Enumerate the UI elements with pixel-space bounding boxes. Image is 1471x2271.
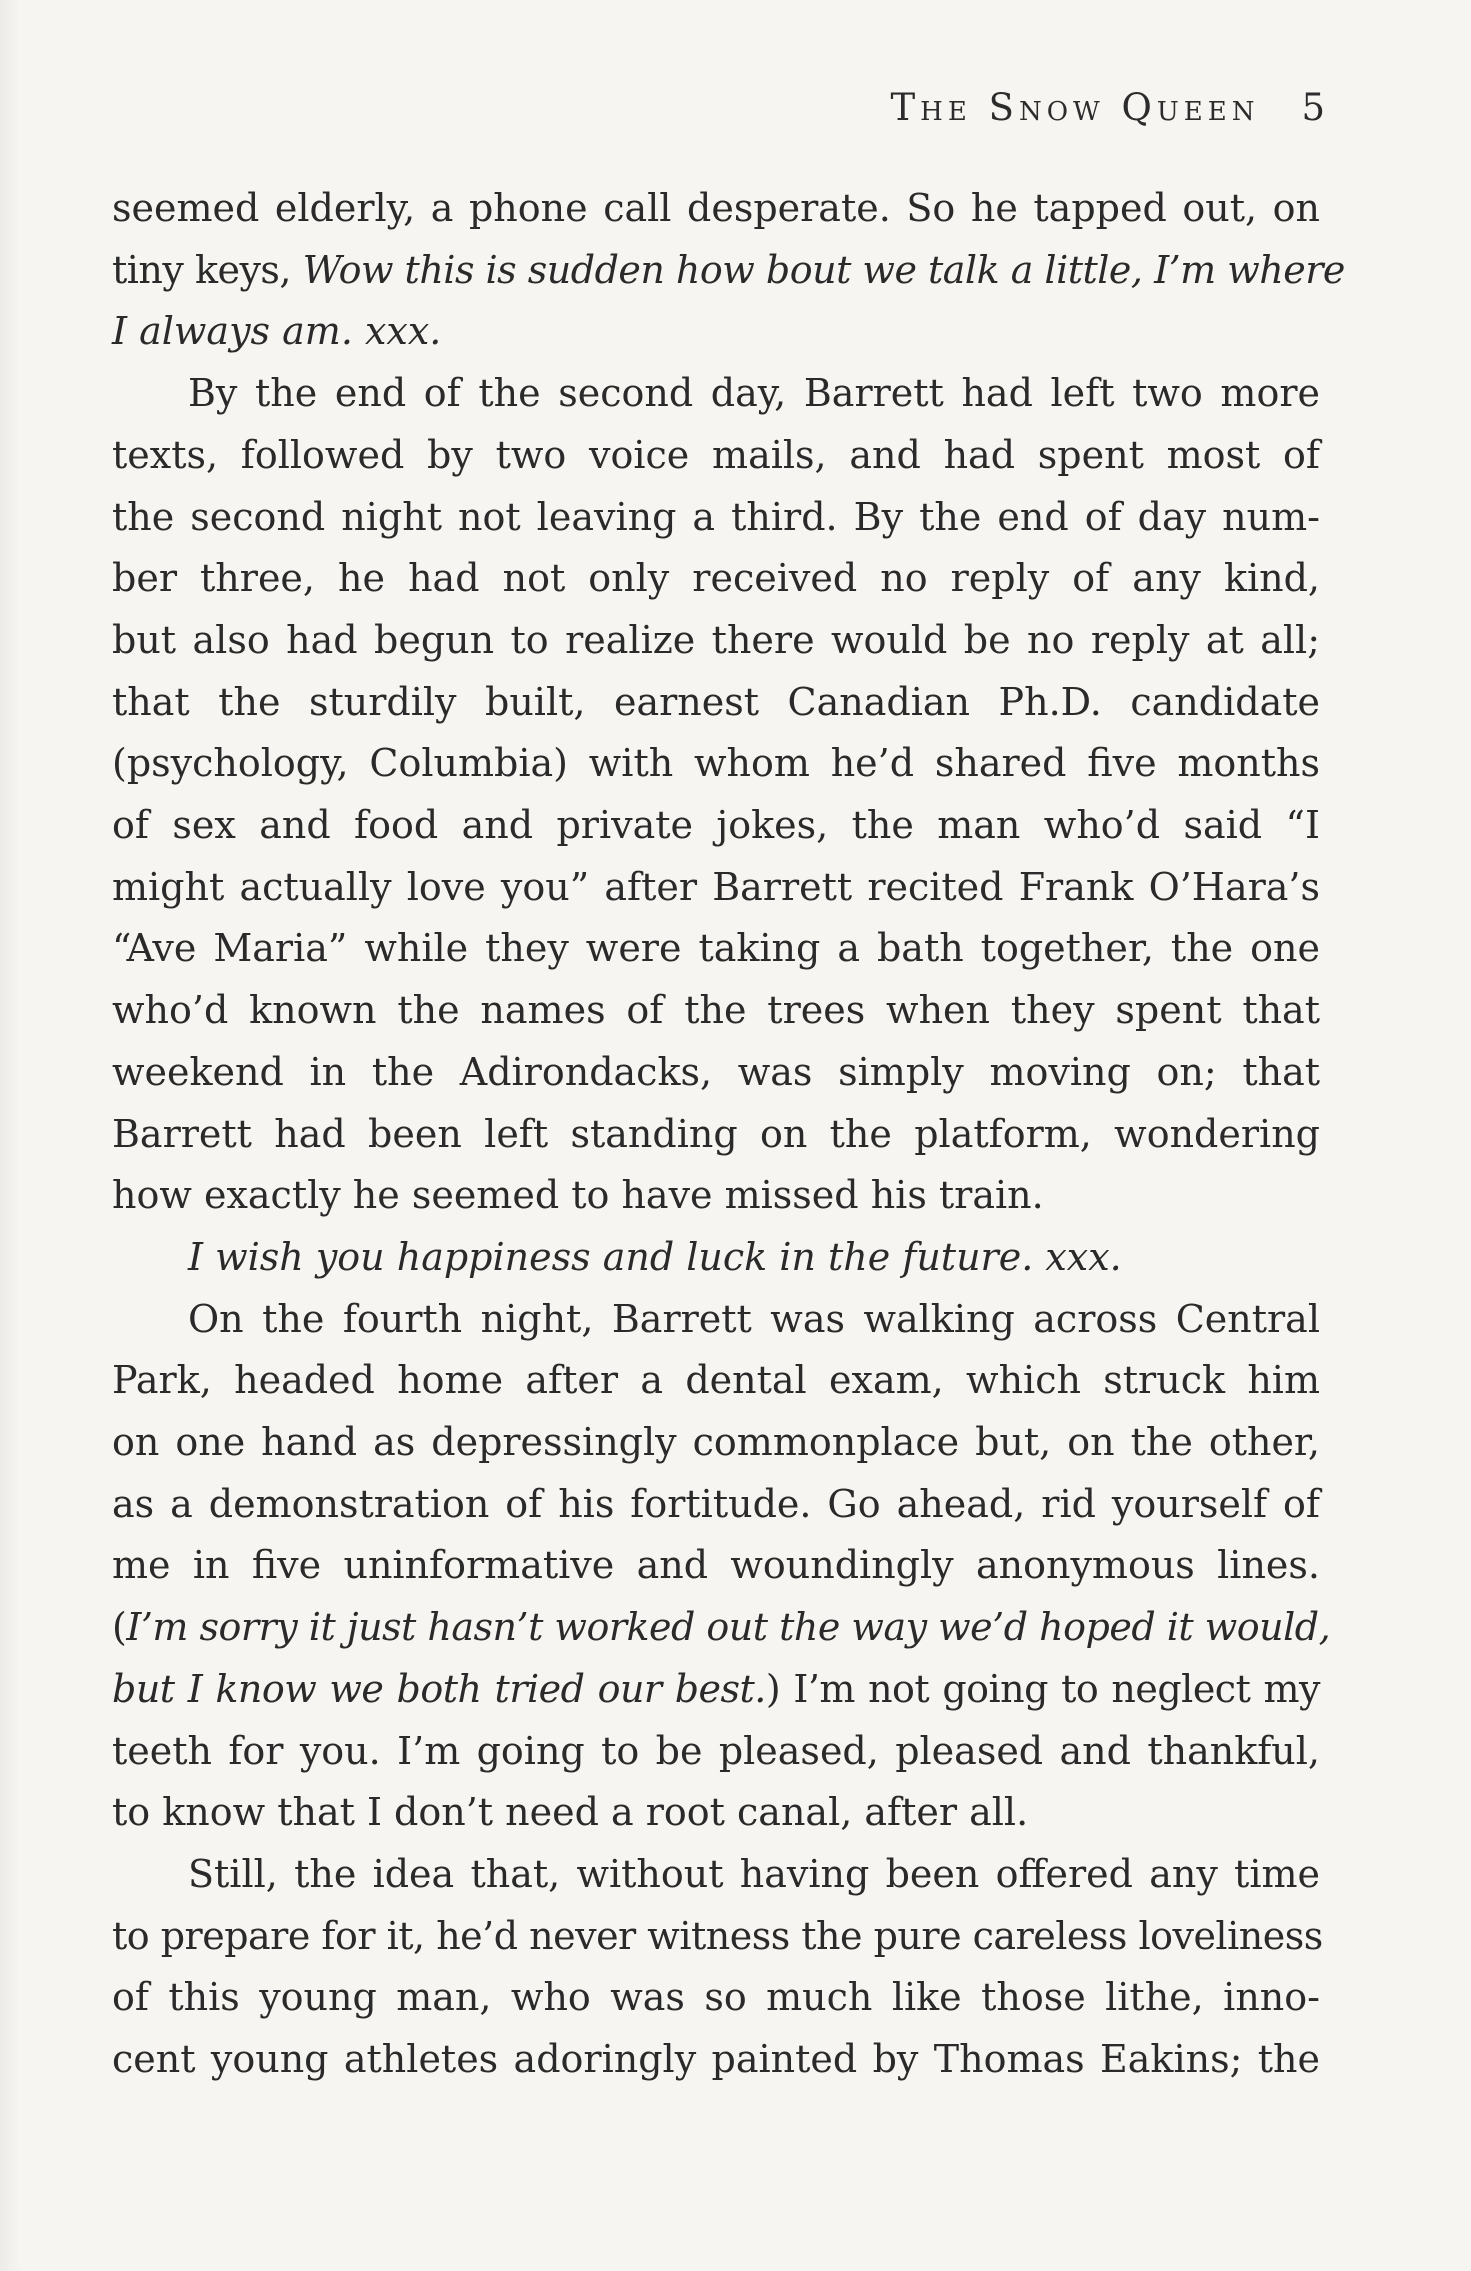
text-line: who’d known the names of the trees when they spent that [112,988,1320,1033]
text-line: the second night not leaving a third. By the end of day num- [112,494,1320,539]
text-line: (I’m sorry it just hasn’t worked out the way we’d hoped it would, [112,1605,1331,1650]
text-line: of sex and food and private jokes, the man who’d said “I [112,803,1320,848]
running-title: The Snow Queen [890,86,1260,129]
running-header [891,86,1326,129]
text-line: how exactly he seemed to have missed his train. [112,1173,1044,1218]
text-line: ber three, he had not only received no reply of any kind, [112,556,1320,601]
page-number: 5 [1301,86,1325,129]
text-line: but I know we both tried our best.) I’m not going to neglect my [112,1666,1320,1711]
text-line: texts, followed by two voice mails, and had spent most of [112,432,1320,477]
text-line: that the sturdily built, earnest Canadian Ph.D. candidate [112,679,1320,724]
text-line: me in five uninformative and woundingly anonymous lines. [112,1543,1320,1588]
text-line: weekend in the Adirondacks, was simply moving on; that [112,1049,1320,1094]
text-line: Park, headed home after a dental exam, which struck him [112,1358,1320,1403]
text-line: to prepare for it, he’d never witness the pure careless loveliness [112,1913,1323,1958]
text-line: I wish you happiness and luck in the future. xxx. [188,1234,1122,1279]
text-line: By the end of the second day, Barrett had left two more [188,371,1320,416]
text-line: on one hand as depressingly commonplace but, on the other, [112,1420,1320,1465]
text-line: to know that I don’t need a root canal, after all. [112,1790,1029,1835]
text-line: teeth for you. I’m going to be pleased, pleased and thankful, [112,1728,1320,1773]
body-text [112,178,1345,2091]
text-line: cent young athletes adoringly painted by Thomas Eakins; the [112,2037,1320,2082]
text-line: I always am. xxx. [112,309,442,354]
text-line: (psychology, Columbia) with whom he’d shared five months [112,741,1320,786]
text-line: Barrett had been left standing on the platform, wondering [112,1111,1320,1156]
text-line: On the fourth night, Barrett was walking across Central [188,1296,1320,1341]
page-edge-shadow [0,0,20,2271]
text-line: seemed elderly, a phone call desperate. So he tapped out, on [112,186,1320,230]
text-line: Still, the idea that, without having been offered any time [188,1851,1320,1896]
text-line: as a demonstration of his fortitude. Go ahead, rid yourself of [112,1481,1320,1526]
text-line: of this young man, who was so much like those lithe, inno- [112,1975,1320,2020]
text-line: tiny keys, Wow this is sudden how bout we talk a little, I’m where [112,247,1345,292]
text-line: but also had begun to realize there would be no reply at all; [112,617,1320,662]
text-line: “Ave Maria” while they were taking a bath together, the one [112,926,1320,971]
text-line: might actually love you” after Barrett recited Frank O’Hara’s [112,864,1320,909]
